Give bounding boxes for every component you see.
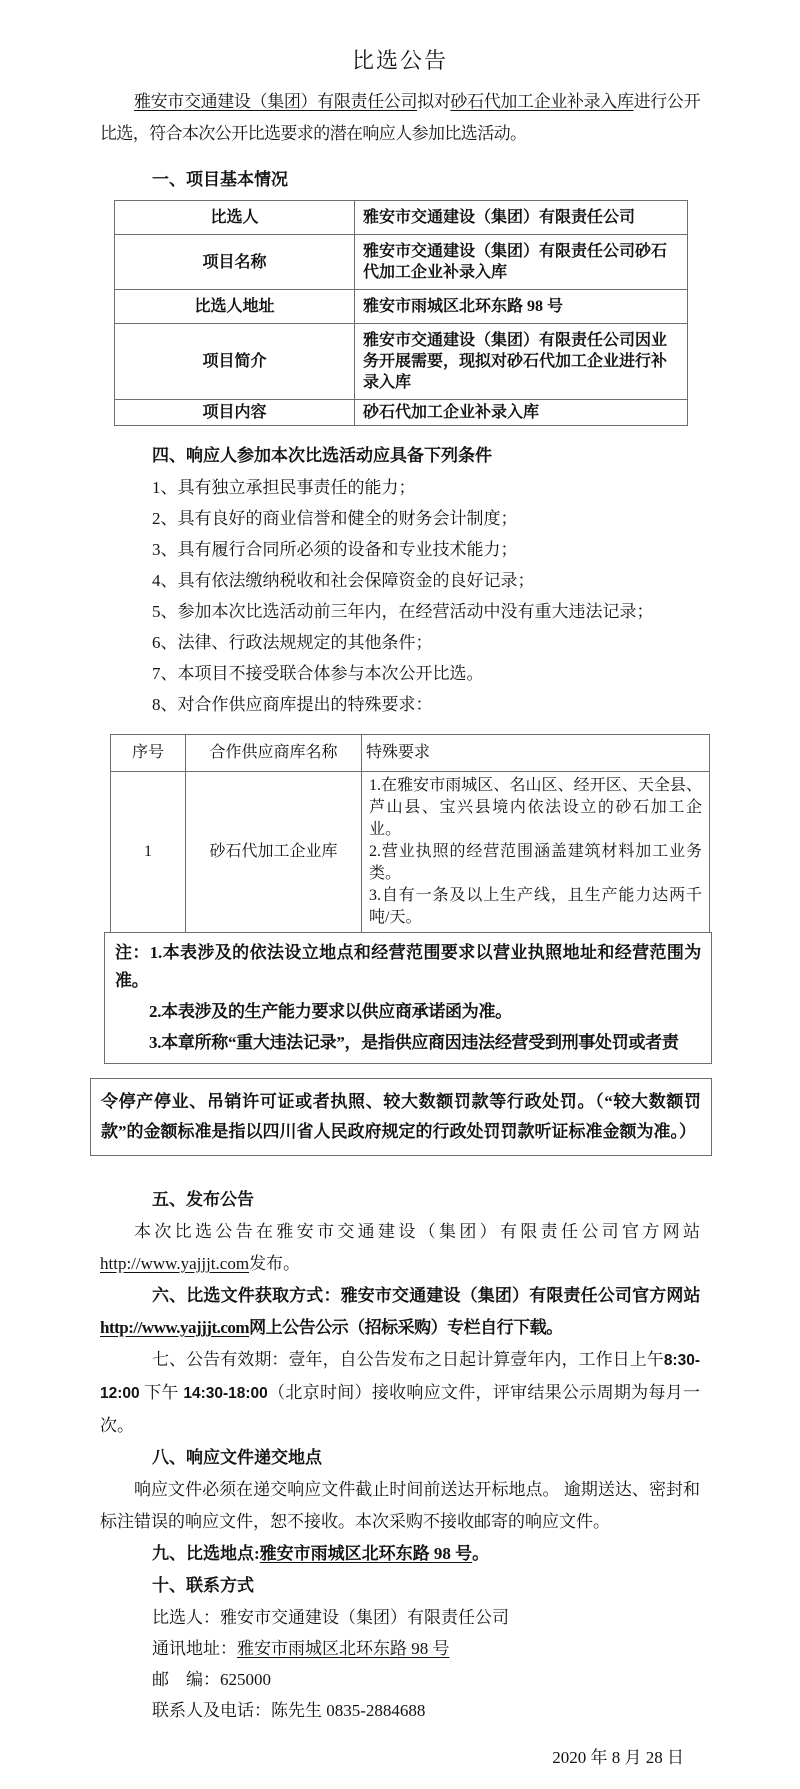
address-label: 通讯地址： [152, 1639, 237, 1658]
section6-label: 六、比选文件获取方式： [152, 1286, 341, 1305]
table-row [115, 290, 688, 324]
note-line: 2.本表涉及的生产能力要求以供应商承诺函为准。 [149, 1002, 512, 1021]
table-row [111, 772, 710, 933]
section7-paragraph [100, 1344, 700, 1442]
section6-suffix: 网上公告公示（招标采购）专栏自行下载。 [249, 1318, 563, 1337]
bid-location-address: 雅安市雨城区北环东路 98 号 [259, 1544, 473, 1563]
list-item: 8、对合作供应商库提出的特殊要求： [152, 695, 433, 714]
section9-suffix: 。 [472, 1544, 490, 1563]
table-row [115, 201, 688, 235]
intro-project-underlined: 砂石代加工企业补录入库 [450, 92, 634, 111]
section1-heading: 一、项目基本情况 [152, 170, 288, 189]
section8-body: 响应文件必须在递交响应文件截止时间前送达开标地点。 逾期送达、密封和标注错误的响应文件，恕不接收。本次采购不接收邮寄的响应文件。 [100, 1480, 700, 1531]
row-label: 比选人 [115, 201, 355, 235]
requirement-line: 3.自有一条及以上生产线，且生产能力达两千吨/天。 [369, 887, 702, 926]
column-header: 序号 [111, 735, 186, 772]
supplier-library-table [110, 734, 710, 933]
row-label: 项目简介 [115, 324, 355, 400]
section5-suffix: 发布。 [249, 1254, 301, 1273]
note-continuation-box [90, 1078, 712, 1156]
contact-address-line [152, 1633, 700, 1664]
section9-line [152, 1538, 700, 1570]
column-header: 特殊要求 [362, 735, 710, 772]
list-item: 1、具有独立承担民事责任的能力； [152, 478, 416, 497]
list-item: 3、具有履行合同所必须的设备和专业技术能力； [152, 540, 518, 559]
table-row [115, 235, 688, 290]
library-name-cell: 砂石代加工企业库 [186, 772, 362, 933]
section5-body [100, 1216, 700, 1280]
section8-heading: 八、响应文件递交地点 [152, 1448, 322, 1467]
section7-text: 七、公告有效期：壹年，自公告发布之日起计算壹年内，工作日上午 [152, 1350, 664, 1369]
requirement-line: 1.在雅安市雨城区、名山区、经开区、天全县、芦山县、宝兴县境内依法设立的砂石加工企业。 [369, 777, 702, 838]
row-value: 雅安市雨城区北环东路 98 号 [355, 290, 688, 324]
section5-text: 本次比选公告在雅安市交通建设（集团）有限责任公司官方网站 [134, 1222, 700, 1241]
section4-heading: 四、响应人参加本次比选活动应具备下列条件 [152, 446, 492, 465]
section7-suffix: （北京时间）接收响应文件，评审结果公示周期为每月一次。 [100, 1383, 701, 1435]
row-value: 雅安市交通建设（集团）有限责任公司砂石代加工企业补录入库 [355, 235, 688, 290]
table-row [115, 400, 688, 426]
note-line: 注：1.本表涉及的依法设立地点和经营范围要求以营业执照地址和经营范围为准。 [115, 943, 701, 990]
list-item: 2、具有良好的商业信誉和健全的财务会计制度； [152, 509, 518, 528]
note-continuation-text: 令停产停业、吊销许可证或者执照、较大数额罚款等行政处罚。（“较大数额罚款”的金额标准是指以四川省人民政府规定的行政处罚罚款听证标准金额为准。） [101, 1092, 701, 1141]
row-label: 项目名称 [115, 235, 355, 290]
column-header: 合作供应商库名称 [186, 735, 362, 772]
website-link[interactable]: http://www.yajjjt.com [100, 1318, 250, 1337]
section6-text: 雅安市交通建设（集团）有限责任公司官方网站 [340, 1286, 701, 1305]
list-item: 4、具有依法缴纳税收和社会保障资金的良好记录； [152, 571, 535, 590]
row-label: 项目内容 [115, 400, 355, 426]
website-link[interactable]: http://www.yajjjt.com [100, 1254, 250, 1273]
contact-phone-line: 联系人及电话：陈先生 0835-2884688 [152, 1701, 426, 1720]
section7-mid: 下午 [144, 1383, 179, 1402]
row-number-cell: 1 [111, 772, 186, 933]
intro-company-underlined: 雅安市交通建设（集团）有限责任公司 [134, 92, 418, 111]
section5-heading: 五、发布公告 [152, 1190, 254, 1209]
row-value: 雅安市交通建设（集团）有限责任公司 [355, 201, 688, 235]
list-item: 5、参加本次比选活动前三年内，在经营活动中没有重大违法记录； [152, 602, 654, 621]
page-title: 比选公告 [351, 48, 448, 73]
table-row [115, 324, 688, 400]
list-item: 7、本项目不接受联合体参与本次公开比选。 [152, 664, 484, 683]
project-basic-info-table [114, 200, 688, 426]
table-header-row [111, 735, 710, 772]
table-notes-box [104, 932, 712, 1064]
morning-hours: 8:30-12:00 [100, 1352, 700, 1402]
row-value: 砂石代加工企业补录入库 [355, 400, 688, 426]
intro-post-text: 进行公开比选，符合本次公开比选要求的潜在响应人参加比选活动。 [100, 92, 700, 143]
section9-label: 九、比选地点: [152, 1544, 260, 1563]
intro-paragraph [100, 86, 700, 150]
contact-selector-line: 比选人：雅安市交通建设（集团）有限责任公司 [152, 1608, 509, 1627]
note-line: 3.本章所称“重大违法记录”，是指供应商因违法经营受到刑事处罚或者责 [149, 1033, 679, 1052]
mailing-address: 雅安市雨城区北环东路 98 号 [237, 1639, 450, 1658]
section10-heading: 十、联系方式 [152, 1576, 254, 1595]
intro-mid-text: 拟对 [417, 92, 451, 111]
announcement-date: 2020 年 8 月 28 日 [552, 1748, 684, 1767]
row-label: 比选人地址 [115, 290, 355, 324]
afternoon-hours: 14:30-18:00 [183, 1385, 268, 1402]
special-requirements-cell [362, 772, 710, 933]
section6-paragraph [100, 1280, 700, 1344]
list-item: 6、法律、行政法规规定的其他条件； [152, 633, 433, 652]
requirement-line: 2.营业执照的经营范围涵盖建筑材料加工业务类。 [369, 843, 702, 882]
contact-postcode-line: 邮 编：625000 [152, 1670, 271, 1689]
row-value: 雅安市交通建设（集团）有限责任公司因业务开展需要，现拟对砂石代加工企业进行补录入库 [355, 324, 688, 400]
